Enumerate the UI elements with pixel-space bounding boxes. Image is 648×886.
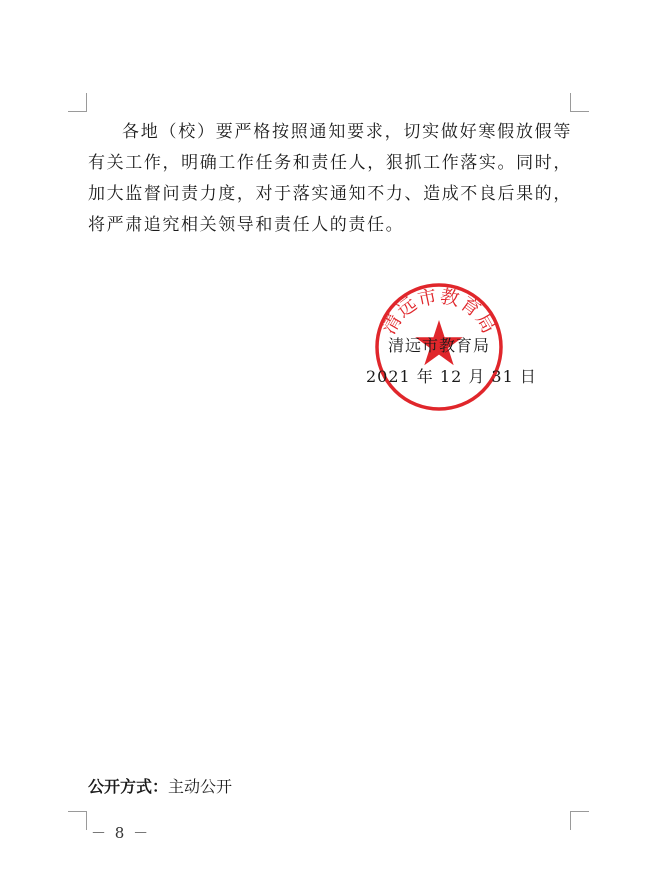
issue-date: 2021 年 12 月 31 日 [366, 367, 537, 386]
disclosure-line [88, 774, 232, 797]
crop-mark-bottom-right [570, 811, 589, 830]
disclosure-label: 公开方式： [88, 777, 169, 796]
crop-mark-top-left [68, 93, 87, 112]
crop-mark-bottom-left [68, 811, 87, 830]
body-paragraph: 各地（校）要严格按照通知要求，切实做好寒假放假等有关工作，明确工作任务和责任人，狠抓工作落实。同时，加大监督问责力度，对于落实通知不力、造成不良后果的，将严肃追究相关领导和责任人的责任。 [88, 122, 572, 235]
disclosure-value: 主动公开 [168, 777, 233, 796]
crop-mark-top-right [570, 93, 589, 112]
page-number: － 8 － [91, 824, 151, 842]
seal-arc-text: 清远市教育局 [377, 285, 501, 339]
issuer-name: 清远市教育局 [388, 336, 491, 355]
